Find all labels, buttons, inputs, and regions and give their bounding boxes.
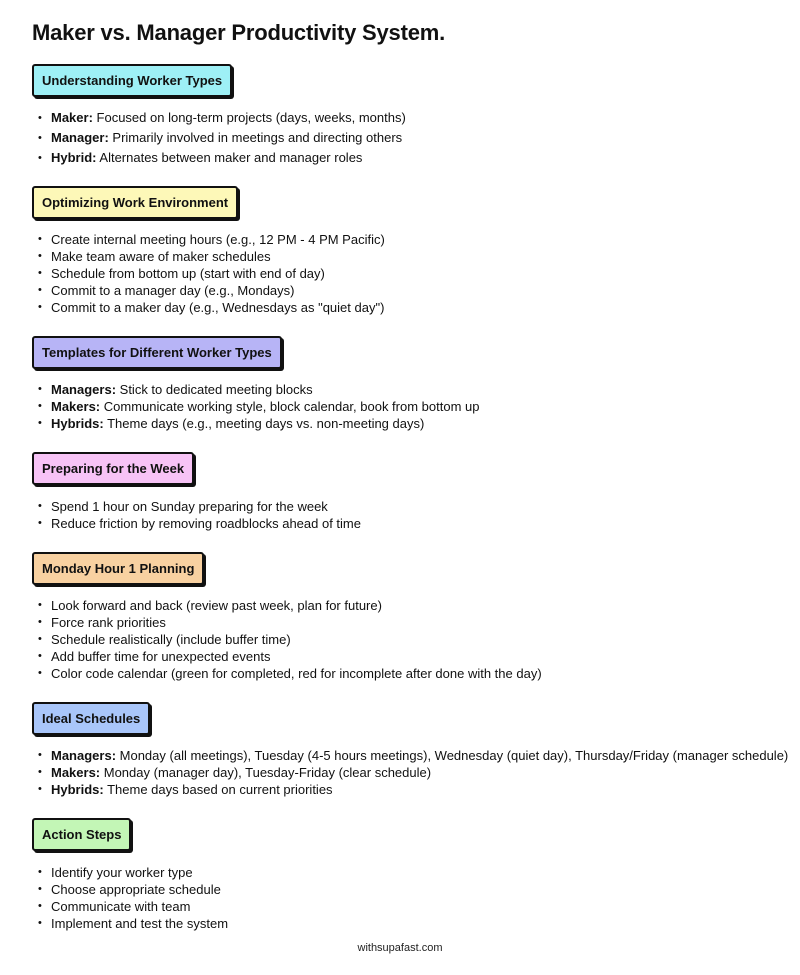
section-heading: Action Steps xyxy=(32,818,131,851)
page-title: Maker vs. Manager Productivity System. xyxy=(32,20,446,45)
section-preparing-for-the-week xyxy=(32,452,792,532)
list-item: • Choose appropriate schedule xyxy=(32,881,792,898)
item-text: Communicate working style, block calendar, book from bottom up xyxy=(100,399,480,414)
list-item xyxy=(32,747,792,764)
item-text: Monday (manager day), Tuesday-Friday (clear schedule) xyxy=(100,765,432,780)
item-text: Theme days (e.g., meeting days vs. non-meeting days) xyxy=(103,416,425,431)
list-item: • Implement and test the system xyxy=(32,915,792,932)
list-item: • Commit to a manager day (e.g., Mondays) xyxy=(32,282,792,299)
list-item: • Add buffer time for unexpected events xyxy=(32,648,792,665)
list-item xyxy=(32,781,792,798)
list-item: • Schedule from bottom up (start with end of day) xyxy=(32,265,792,282)
item-label: Maker: xyxy=(51,110,93,125)
item-label: Makers: xyxy=(51,765,101,780)
item-text: Focused on long-term projects (days, weeks, months) xyxy=(92,110,406,125)
section-templates-for-worker-types xyxy=(32,336,792,432)
list-item xyxy=(32,381,792,398)
item-text: Primarily involved in meetings and directing others xyxy=(108,130,403,145)
bullet-list xyxy=(32,108,792,168)
section-understanding-worker-types xyxy=(32,64,792,168)
list-item xyxy=(32,398,792,415)
bullet-list xyxy=(32,231,792,316)
section-heading: Preparing for the Week xyxy=(32,452,194,485)
list-item xyxy=(32,764,792,781)
item-label: Hybrids: xyxy=(51,782,104,797)
footer-url: withsupafast.com xyxy=(357,942,443,954)
section-optimizing-work-environment xyxy=(32,186,792,316)
item-label: Makers: xyxy=(51,399,101,414)
list-item: • Identify your worker type xyxy=(32,864,792,881)
bullet-list xyxy=(32,597,792,682)
section-ideal-schedules xyxy=(32,702,792,798)
item-label: Managers: xyxy=(51,748,117,763)
bullet-list xyxy=(32,498,792,532)
bullet-list xyxy=(32,381,792,432)
list-item: • Schedule realistically (include buffer time) xyxy=(32,631,792,648)
item-text: Stick to dedicated meeting blocks xyxy=(116,382,313,397)
item-text: Theme days based on current priorities xyxy=(103,782,333,797)
section-heading: Monday Hour 1 Planning xyxy=(32,552,204,585)
item-label: Hybrids: xyxy=(51,416,104,431)
list-item: • Spend 1 hour on Sunday preparing for the week xyxy=(32,498,792,515)
item-label: Hybrid: xyxy=(51,150,97,165)
bullet-list xyxy=(32,747,792,798)
section-monday-hour-1-planning xyxy=(32,552,792,682)
item-text: Alternates between maker and manager roles xyxy=(96,150,363,165)
list-item: • Make team aware of maker schedules xyxy=(32,248,792,265)
section-action-steps xyxy=(32,818,792,932)
list-item: • Communicate with team xyxy=(32,898,792,915)
list-item xyxy=(32,128,792,148)
section-heading: Optimizing Work Environment xyxy=(32,186,238,219)
list-item xyxy=(32,148,792,168)
section-heading: Ideal Schedules xyxy=(32,702,150,735)
section-heading: Understanding Worker Types xyxy=(32,64,232,97)
list-item: • Color code calendar (green for completed, red for incomplete after done with the day) xyxy=(32,665,792,682)
section-heading: Templates for Different Worker Types xyxy=(32,336,282,369)
list-item: • Create internal meeting hours (e.g., 12 PM - 4 PM Pacific) xyxy=(32,231,792,248)
list-item: • Reduce friction by removing roadblocks ahead of time xyxy=(32,515,792,532)
list-item: • Force rank priorities xyxy=(32,614,792,631)
bullet-list xyxy=(32,864,792,932)
list-item: • Commit to a maker day (e.g., Wednesdays as "quiet day") xyxy=(32,299,792,316)
item-label: Manager: xyxy=(51,130,109,145)
item-text: Monday (all meetings), Tuesday (4-5 hours meetings), Wednesday (quiet day), Thursday/Friday (manager schedule) xyxy=(116,748,789,763)
list-item xyxy=(32,415,792,432)
list-item: • Look forward and back (review past week, plan for future) xyxy=(32,597,792,614)
list-item xyxy=(32,108,792,128)
item-label: Managers: xyxy=(51,382,117,397)
